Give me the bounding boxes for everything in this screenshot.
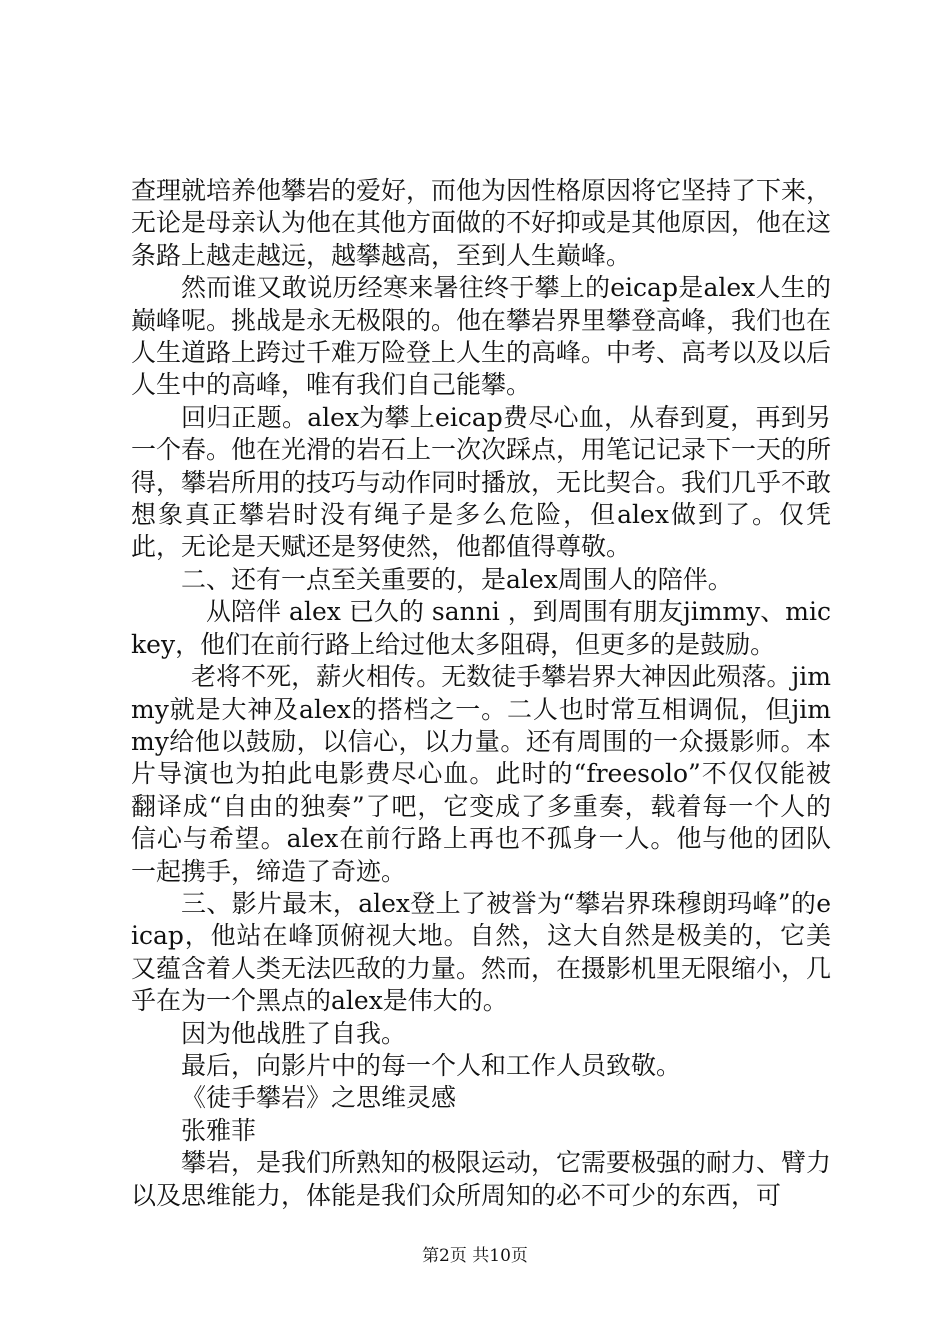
paragraph-10: 攀岩，是我们所熟知的极限运动，它需要极强的耐力、臂力以及思维能力，体能是我们众所周知的必不可少的东西，可 xyxy=(131,1148,832,1210)
section-title: 《徒手攀岩》之思维灵感 xyxy=(181,1083,457,1113)
paragraph-5: 从陪伴 alex 已久的 sanni ，到周围有朋友jimmy、mickey，他们在前行路上给过他太多阻碍，但更多的是鼓励。 xyxy=(131,597,831,659)
paragraph-1: 查理就培养他攀岩的爱好，而他为因性格原因将它坚持了下来，无论是母亲认为他在其他方面做的不好抑或是其他原因，他在这条路上越走越远，越攀越高，至到人生巅峰。 xyxy=(131,176,832,270)
paragraph-2: 然而谁又敢说历经寒来暑往终于攀上的eicap是alex人生的巅峰呢。挑战是永无极限的。他在攀岩界里攀登高峰，我们也在人生道路上跨过千难万险登上人生的高峰。中考、高考以及以后人生中的高峰，唯有我们自己能攀。 xyxy=(131,273,832,400)
paragraph-4: 二、还有一点至关重要的，是alex周围人的陪伴。 xyxy=(181,564,733,594)
paragraph-7: 三、影片最末，alex登上了被誉为“攀岩界珠穆朗玛峰”的eicap，他站在峰顶俯视大地。自然，这大自然是极美的，它美又蕴含着人类无法匹敌的力量。然而，在摄影机里无限缩小，几乎在为一个黑点的alex是伟大的。 xyxy=(131,888,832,1016)
page-number-footer: 第2页 共10页 xyxy=(422,1246,528,1266)
paragraph-3: 回归正题。alex为攀上eicap费尽心血，从春到夏，再到另一个春。他在光滑的岩石上一次次踩点，用笔记记录下一天的所得，攀岩所用的技巧与动作同时播放，无比契合。我们几乎不敢想象真正攀岩时没有绳子是多么危险，但alex做到了。仅凭此，无论是天赋还是努使然，他都值得尊敬。 xyxy=(131,402,832,562)
paragraph-9: 最后，向影片中的每一个人和工作人员致敬。 xyxy=(181,1050,682,1080)
paragraph-8: 因为他战胜了自我。 xyxy=(181,1018,407,1048)
body-text xyxy=(131,175,831,1212)
paragraph-6: 老将不死，薪火相传。无数徒手攀岩界大神因此殒落。jimmy就是大神及alex的搭档之一。二人也时常互相调侃，但jimmy给他以鼓励，以信心，以力量。还有周围的一众摄影师。本片导演也为拍此电影费尽心血。此时的“freesolo”不仅仅能被翻译成“自由的独奏”了吧，它变成了多重奏，载着每一个人的信心与希望。alex在前行路上再也不孤身一人。他与他的团队一起携手，缔造了奇迹。 xyxy=(131,662,831,886)
author-name: 张雅菲 xyxy=(181,1115,257,1145)
